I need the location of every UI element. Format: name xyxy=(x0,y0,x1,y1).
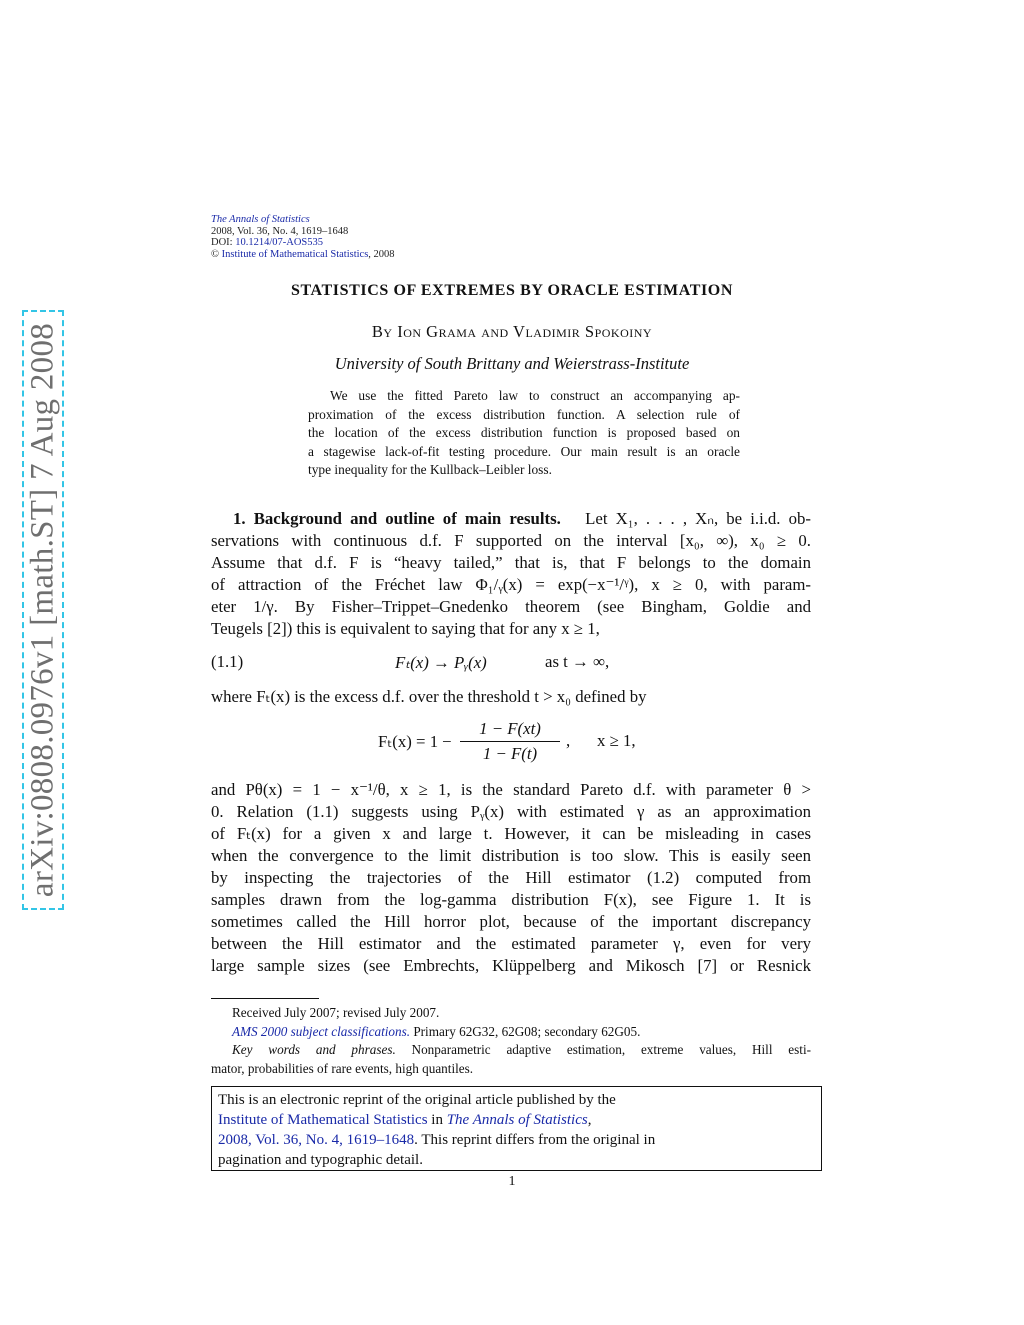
body-line: when the convergence to the limit distribution is too slow. This is easily seen xyxy=(211,846,811,865)
body-line: where Fₜ(x) is the excess d.f. over the threshold t > x₀ defined by xyxy=(211,687,647,706)
body-line: Let X₁, . . . , Xₙ, be i.i.d. ob- xyxy=(585,509,811,528)
doi-link[interactable]: 10.1214/07-AOS535 xyxy=(235,237,324,249)
reprint-in: in xyxy=(427,1112,447,1128)
equation-excess-comma: , xyxy=(566,731,571,750)
body-line: eter 1/γ. By Fisher–Trippet–Gnedenko theorem (see Bingham, Goldie and xyxy=(211,597,811,616)
footnote-received: Received July 2007; revised July 2007. xyxy=(232,1005,440,1020)
footnote-keywords xyxy=(211,1041,811,1060)
arxiv-stamp-text: arXiv:0808.0976v1 [math.ST] 7 Aug 2008 xyxy=(24,322,61,898)
footnote-rule xyxy=(211,998,319,999)
abstract-line: a stagewise lack-of-fit testing procedure. Our main result is an oracle xyxy=(308,443,740,459)
copyright-symbol: © xyxy=(211,248,219,260)
reprint-line: This is an electronic reprint of the original article published by the xyxy=(218,1092,616,1108)
fraction-denominator: 1 − F(t) xyxy=(482,744,538,763)
abstract-line: type inequality for the Kullback–Leibler loss. xyxy=(308,462,552,477)
footnote-ams xyxy=(211,1023,811,1042)
keywords-text: Nonparametric adaptive estimation, extreme values, Hill esti- xyxy=(395,1042,811,1057)
body-line: between the Hill estimator and the estimated parameter γ, even for very xyxy=(211,934,811,953)
fraction-bar xyxy=(460,741,560,742)
equation-1-1: Fₜ(x) → Pᵧ(x) xyxy=(395,653,487,672)
paper-affiliation: University of South Brittany and Weierstrass-Institute xyxy=(334,354,690,373)
body-line: and Pθ(x) = 1 − x⁻¹/θ, x ≥ 1, is the standard Pareto d.f. with parameter θ > xyxy=(211,780,811,799)
body-line: sometimes called the Hill horror plot, because of the important discrepancy xyxy=(211,912,811,931)
keywords-text-continued: mator, probabilities of rare events, high quantiles. xyxy=(211,1060,474,1076)
ams-classification-text: Primary 62G32, 62G08; secondary 62G05. xyxy=(410,1023,641,1039)
page-number: 1 xyxy=(508,1174,516,1189)
journal-header xyxy=(211,214,395,260)
body-line: servations with continuous d.f. F supported on the interval [x₀, ∞), x₀ ≥ 0. xyxy=(211,531,811,550)
equation-1-1-condition: as t → ∞, xyxy=(545,652,610,671)
footnotes xyxy=(211,1004,811,1078)
reprint-volume-link[interactable]: 2008, Vol. 36, No. 4, 1619–1648 xyxy=(218,1132,415,1148)
reprint-org-link[interactable]: Institute of Mathematical Statistics xyxy=(218,1112,428,1128)
section-1-heading: 1. Background and outline of main results. xyxy=(233,509,561,528)
ams-classification-link[interactable]: AMS 2000 subject classifications. xyxy=(232,1023,411,1039)
abstract-line: proximation of the excess distribution function. A selection rule of xyxy=(308,406,740,422)
abstract-line: the location of the excess distribution function is proposed based on xyxy=(308,425,740,440)
body-line: of attraction of the Fréchet law Φ₁/ᵧ(x) = exp(−x⁻¹/ᵞ), x ≥ 0, with param- xyxy=(211,575,811,594)
copyright-org-link[interactable]: Institute of Mathematical Statistics xyxy=(221,248,369,260)
section-1-intro xyxy=(211,508,811,640)
body-line: of Fₜ(x) for a given x and large t. However, it can be misleading in cases xyxy=(211,824,811,843)
reprint-notice-box xyxy=(211,1086,822,1171)
body-line: large sample sizes (see Embrechts, Klüppelberg and Mikosch [7] or Resnick xyxy=(211,956,811,975)
abstract-line: We use the fitted Pareto law to construct an accompanying ap- xyxy=(330,388,740,403)
reprint-comma: , xyxy=(587,1112,592,1128)
copyright-year: , 2008 xyxy=(368,248,395,260)
equation-excess-lhs: Fₜ(x) = 1 − xyxy=(378,732,452,751)
paragraph-excess-df xyxy=(211,686,811,708)
reprint-line: . This reprint differs from the original in xyxy=(414,1132,656,1148)
keywords-label: Key words and phrases. xyxy=(232,1042,396,1057)
section-1-first-line xyxy=(211,508,811,530)
equation-number: (1.1) xyxy=(211,652,244,671)
body-line: 0. Relation (1.1) suggests using Pᵧ(x) with estimated γ as an approximation xyxy=(211,802,811,821)
journal-volume: 2008, Vol. 36, No. 4, 1619–1648 xyxy=(211,225,349,237)
journal-name-link[interactable]: The Annals of Statistics xyxy=(211,214,310,225)
paragraph-hill-estimator xyxy=(211,779,811,977)
paper-authors: By Ion Grama and Vladimir Spokoiny xyxy=(371,322,653,341)
doi-label: DOI: xyxy=(211,237,236,249)
body-line: Teugels [2]) this is equivalent to saying that for any x ≥ 1, xyxy=(211,619,600,638)
body-line: Assume that d.f. F is “heavy tailed,” that is, that F belongs to the domain xyxy=(211,553,811,572)
arxiv-stamp xyxy=(22,310,64,910)
reprint-journal-link[interactable]: The Annals of Statistics xyxy=(446,1112,588,1128)
body-line: samples drawn from the log-gamma distribution F(x), see Figure 1. It is xyxy=(211,890,811,909)
reprint-line: pagination and typographic detail. xyxy=(218,1152,423,1168)
equation-excess-fraction xyxy=(460,719,560,764)
abstract xyxy=(308,387,740,480)
equation-excess-condition: x ≥ 1, xyxy=(597,731,636,750)
body-line: by inspecting the trajectories of the Hill estimator (1.2) computed from xyxy=(211,868,811,887)
paper-title: STATISTICS OF EXTREMES BY ORACLE ESTIMATION xyxy=(290,282,734,299)
fraction-numerator: 1 − F(xt) xyxy=(479,719,541,738)
